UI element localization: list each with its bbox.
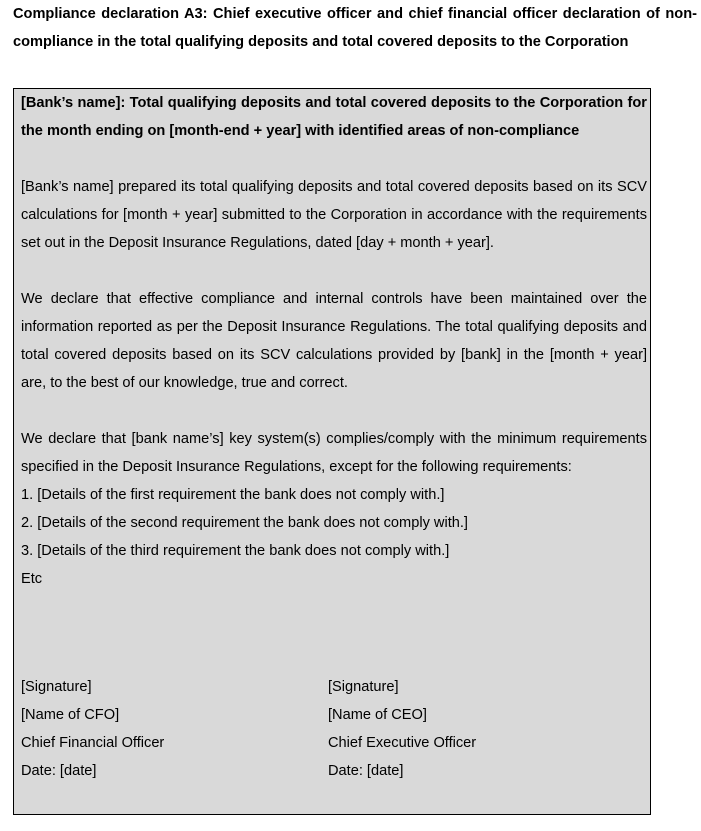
cfo-signature: [Signature] <box>21 679 92 695</box>
paragraph-preparation: [Bank’s name] prepared its total qualifying deposits and total covered deposits based on its SCV calculations for [month + year] submitted to the Corporation in accordance with the requirements set out in the Deposit Insurance Regulations, dated [day + month + year]. <box>21 179 647 251</box>
ceo-name: [Name of CEO] <box>328 707 427 723</box>
requirements-list <box>21 481 647 565</box>
cfo-date: Date: [date] <box>21 763 97 779</box>
declaration-box <box>13 88 651 815</box>
document-heading: Compliance declaration A3: Chief executive officer and chief financial officer declaration of non-compliance in the total qualifying deposits and total covered deposits to the Corporation <box>13 6 697 50</box>
ceo-signature-column <box>328 673 476 785</box>
ceo-date: Date: [date] <box>328 763 404 779</box>
ceo-role: Chief Executive Officer <box>328 735 477 751</box>
list-item: 3. [Details of the third requirement the bank does not comply with.] <box>21 543 450 559</box>
ceo-signature: [Signature] <box>328 679 399 695</box>
list-item: 2. [Details of the second requirement the bank does not comply with.] <box>21 515 468 531</box>
cfo-name: [Name of CFO] <box>21 707 120 723</box>
list-item: 1. [Details of the first requirement the bank does not comply with.] <box>21 487 445 503</box>
cfo-role: Chief Financial Officer <box>21 735 165 751</box>
paragraph-compliance: We declare that effective compliance and internal controls have been maintained over the information reported as per the Deposit Insurance Regulations. The total qualifying deposits and total covered deposits based on its SCV calculations provided by [bank] in the [month + year] are, to the best of our knowledge, true and correct. <box>21 291 647 391</box>
declaration-title: [Bank’s name]: Total qualifying deposits and total covered deposits to the Corporation for the month ending on [month-end + year] with identified areas of non-compliance <box>21 95 647 139</box>
declaration-content <box>21 89 647 593</box>
etc-text: Etc <box>21 571 43 587</box>
paragraph-exceptions: We declare that [bank name’s] key system(s) complies/comply with the minimum requirements specified in the Deposit Insurance Regulations, except for the following requirements: <box>21 431 647 475</box>
cfo-signature-column <box>21 673 164 785</box>
